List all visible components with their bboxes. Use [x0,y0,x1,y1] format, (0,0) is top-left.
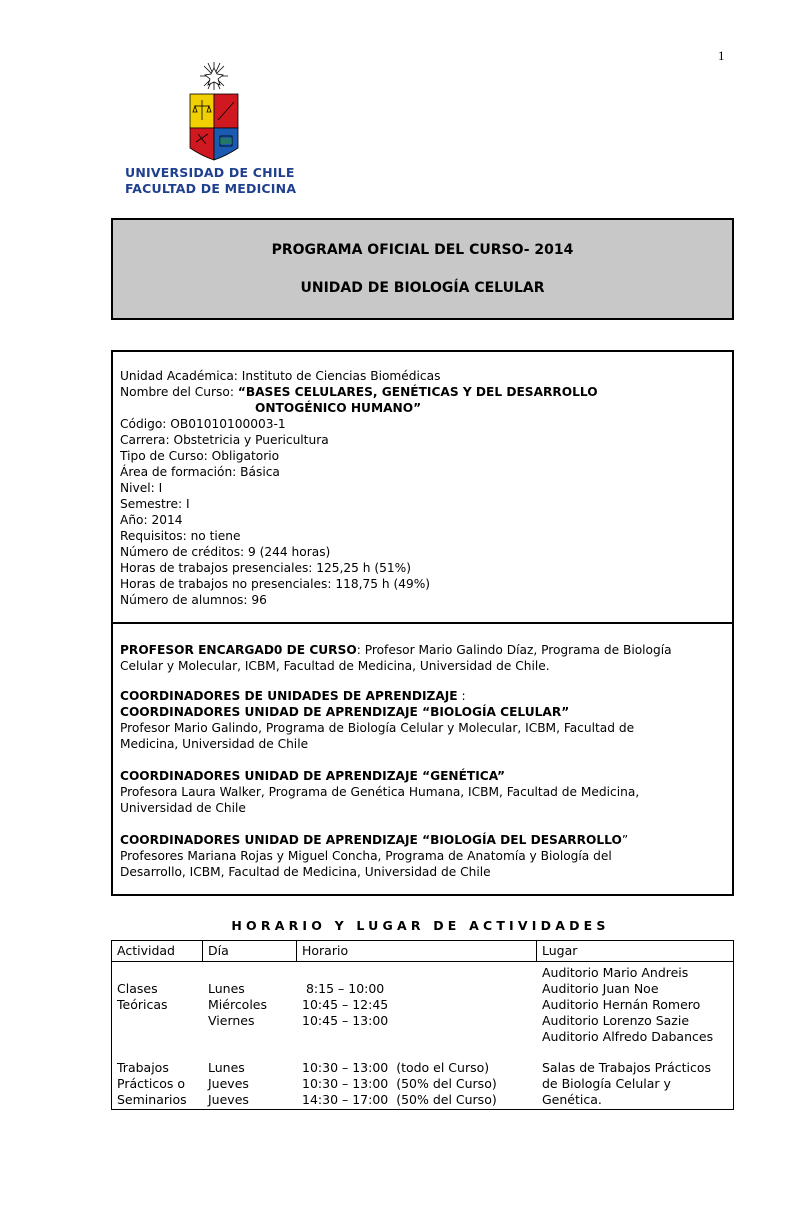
numero-alumnos: Número de alumnos: 96 [120,593,267,607]
coord-heading: COORDINADORES DE UNIDADES DE APRENDIZAJE [120,689,458,703]
header-dia: Día [208,943,229,958]
clases-lugar: Auditorio Juan Noe [542,981,659,996]
schedule-title: HORARIO Y LUGAR DE ACTIVIDADES [231,918,610,933]
unidad-row [120,368,440,384]
trabajos-dia: Lunes [208,1060,245,1075]
table-header-row [112,941,733,962]
trabajos-lugar: Salas de Trabajos Prácticos [542,1060,712,1075]
trabajos-horario: 10:30 – 13:00 (50% del Curso) [302,1076,497,1091]
requisitos: Requisitos: no tiene [120,529,241,543]
semestre: Semestre: I [120,497,190,511]
schedule-table [111,940,734,1110]
trabajos-actividad-2: Prácticos o [117,1076,186,1091]
clases-horario: 10:45 – 12:45 [302,997,389,1012]
column-divider [536,941,537,961]
column-divider [296,941,297,961]
nombre-value-cont: ONTOGÉNICO HUMANO” [255,401,422,415]
coord-gen-text-cont: Universidad de Chile [120,801,246,815]
profesor-text: : Profesor Mario Galindo Díaz, Programa de Biología [356,643,672,657]
header-horario: Horario [302,943,349,958]
page-number: 1 [718,48,725,63]
coord-bio-text-cont: Medicina, Universidad de Chile [120,737,309,751]
section-divider [113,622,732,624]
trabajos-dia: Jueves [208,1076,249,1091]
horas-presenciales: Horas de trabajos presenciales: 125,25 h (51%) [120,561,411,575]
clases-lugar: Auditorio Alfredo Dabances [542,1029,714,1044]
clases-lugar: Auditorio Hernán Romero [542,997,701,1012]
profesor-text-cont: Celular y Molecular, ICBM, Facultad de Medicina, Universidad de Chile. [120,659,550,673]
profesor-label: PROFESOR ENCARGAD0 DE CURSO [120,643,357,657]
trabajos-dia: Jueves [208,1092,249,1107]
nombre-row [120,384,598,400]
creditos: Número de créditos: 9 (244 horas) [120,545,331,559]
clases-dia: Lunes [208,981,245,996]
university-name: UNIVERSIDAD DE CHILE [125,165,295,180]
clases-dia: Viernes [208,1013,255,1028]
coord-des-heading: COORDINADORES UNIDAD DE APRENDIZAJE “BIOLOGÍA DEL DESARROLLO [120,833,622,847]
title-box [111,218,734,320]
clases-horario: 10:45 – 13:00 [302,1013,389,1028]
coord-des-heading-row [120,832,628,848]
institution-block [125,165,296,197]
tipo-curso: Tipo de Curso: Obligatorio [120,449,280,463]
course-info-box [111,350,734,896]
program-title: PROGRAMA OFICIAL DEL CURSO- 2014 [271,242,574,258]
coord-des-quote: ” [621,833,629,847]
coord-bio-heading: COORDINADORES UNIDAD DE APRENDIZAJE “BIOLOGÍA CELULAR” [120,705,570,719]
trabajos-lugar: de Biología Celular y [542,1076,671,1091]
unidad-label: Unidad Académica: [120,369,242,383]
coord-gen-heading: COORDINADORES UNIDAD DE APRENDIZAJE “GENÉTICA” [120,769,506,783]
nombre-label: Nombre del Curso: [120,385,238,399]
coord-colon: : [457,689,466,703]
university-crest-logo [188,60,240,162]
nivel: Nivel: I [120,481,163,495]
trabajos-actividad-3: Seminarios [117,1092,187,1107]
header-lugar: Lugar [542,943,578,958]
unidad-value: Instituto de Ciencias Biomédicas [241,369,441,383]
column-divider [202,941,203,961]
profesor-row [120,642,672,658]
carrera: Carrera: Obstetricia y Puericultura [120,433,329,447]
horas-no-presenciales: Horas de trabajos no presenciales: 118,75 h (49%) [120,577,431,591]
nombre-value: “BASES CELULARES, GENÉTICAS Y DEL DESARROLLO [237,385,598,399]
trabajos-lugar: Genética. [542,1092,602,1107]
trabajos-actividad-1: Trabajos [117,1060,169,1075]
clases-horario: 8:15 – 10:00 [302,981,385,996]
clases-dia: Miércoles [208,997,268,1012]
clases-actividad-2: Teóricas [117,997,168,1012]
anio: Año: 2014 [120,513,183,527]
coord-des-text: Profesores Mariana Rojas y Miguel Concha, Programa de Anatomía y Biología del [120,849,612,863]
trabajos-horario: 10:30 – 13:00 (todo el Curso) [302,1060,490,1075]
area-formacion: Área de formación: Básica [120,465,280,479]
coord-bio-text: Profesor Mario Galindo, Programa de Biología Celular y Molecular, ICBM, Facultad de [120,721,635,735]
coord-heading-row [120,688,466,704]
unit-title: UNIDAD DE BIOLOGÍA CELULAR [300,280,545,296]
codigo: Código: OB01010100003-1 [120,417,286,431]
coord-gen-text: Profesora Laura Walker, Programa de Genética Humana, ICBM, Facultad de Medicina, [120,785,640,799]
clases-lugar: Auditorio Lorenzo Sazie [542,1013,690,1028]
trabajos-horario: 14:30 – 17:00 (50% del Curso) [302,1092,497,1107]
clases-lugar: Auditorio Mario Andreis [542,965,689,980]
coord-des-text-cont: Desarrollo, ICBM, Facultad de Medicina, Universidad de Chile [120,865,491,879]
faculty-name: FACULTAD DE MEDICINA [125,181,297,196]
clases-actividad-1: Clases [117,981,158,996]
header-actividad: Actividad [117,943,175,958]
